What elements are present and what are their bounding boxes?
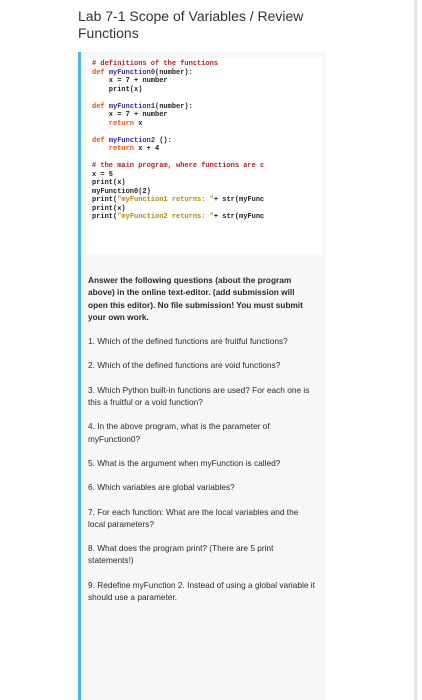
question-7: 7. For each function: What are the local variables and the local parameters? [88,506,299,529]
code-token: return [92,145,135,153]
code-token: x [134,119,143,128]
code-blank-line [92,154,322,163]
code-token: (): [155,136,172,145]
code-token: myFunction2 [108,136,156,145]
code-token: def [92,136,109,145]
code-token: def [92,68,109,77]
page-divider [414,0,417,700]
code-token: x = 7 + number [92,111,168,119]
code-token: print( [92,196,118,204]
question-6: 6. Which variables are global variables? [88,482,235,493]
page-title: Lab 7-1 Scope of Variables / Review Functions [78,8,304,41]
code-blank-line [92,128,322,137]
code-token: "myFunction2 returns: " [117,213,214,221]
code-token: # definitions of the functions [92,60,219,68]
code-token: print(x) [92,85,143,94]
code-line [92,162,322,171]
code-token: (number): [155,68,193,77]
code-line [92,188,322,197]
code-line [92,171,322,180]
code-token: x + 4 [134,145,160,153]
code-line [92,196,322,205]
code-line [92,77,322,86]
questions-section [88,274,316,615]
question-5: 5. What is the argument when myFunction is called? [88,457,281,468]
code-line [92,213,322,222]
code-line [92,179,322,188]
code-line [92,69,322,78]
code-token: myFunction0 [108,68,156,77]
code-token: + str(myFunc [213,196,265,204]
code-token: print(x) [92,179,126,187]
code-token: (number): [155,102,193,111]
question-2: 2. Which of the defined functions are void functions? [88,360,281,371]
code-line [92,60,322,69]
instructions-intro: Answer the following questions (about the program above) in the online text-editor. (add submission will open this editor). No file submission! You must submit your own work. [88,275,303,322]
code-token: myFunction0(2) [92,187,151,196]
question-8: 8. What does the program print? (There are 5 print statements!) [88,543,274,566]
question-9: 9. Redefine myFunction 2. Instead of using a global variable it should use a parameter. [88,579,315,603]
code-token: x = 7 + number [92,77,168,85]
code-token: x = 5 [92,170,114,179]
code-token: print(x) [92,204,126,213]
accent-bar [78,52,81,700]
code-token: "myFunction1 returns: " [117,196,214,204]
code-token: def [92,102,109,111]
code-line [92,111,322,120]
code-token: myFunction1 [108,102,156,111]
code-line [92,205,322,214]
code-blank-line [92,94,322,103]
question-4: 4. In the above program, what is the parameter of myFunction0? [88,421,270,444]
code-line [92,145,322,154]
code-token: # the main program, where functions are c [92,162,265,170]
code-line [92,103,322,112]
code-line [92,86,322,95]
code-snippet [86,58,322,254]
code-line [92,120,322,129]
question-1: 1. Which of the defined functions are fruitful functions? [88,336,288,347]
code-token: print( [92,213,118,221]
code-token: + str(myFunc [213,213,265,221]
code-line [92,137,322,146]
code-token: return [92,119,135,128]
question-3: 3. Which Python built-in functions are used? For each one is this a fruitful or a void function? [88,384,310,408]
